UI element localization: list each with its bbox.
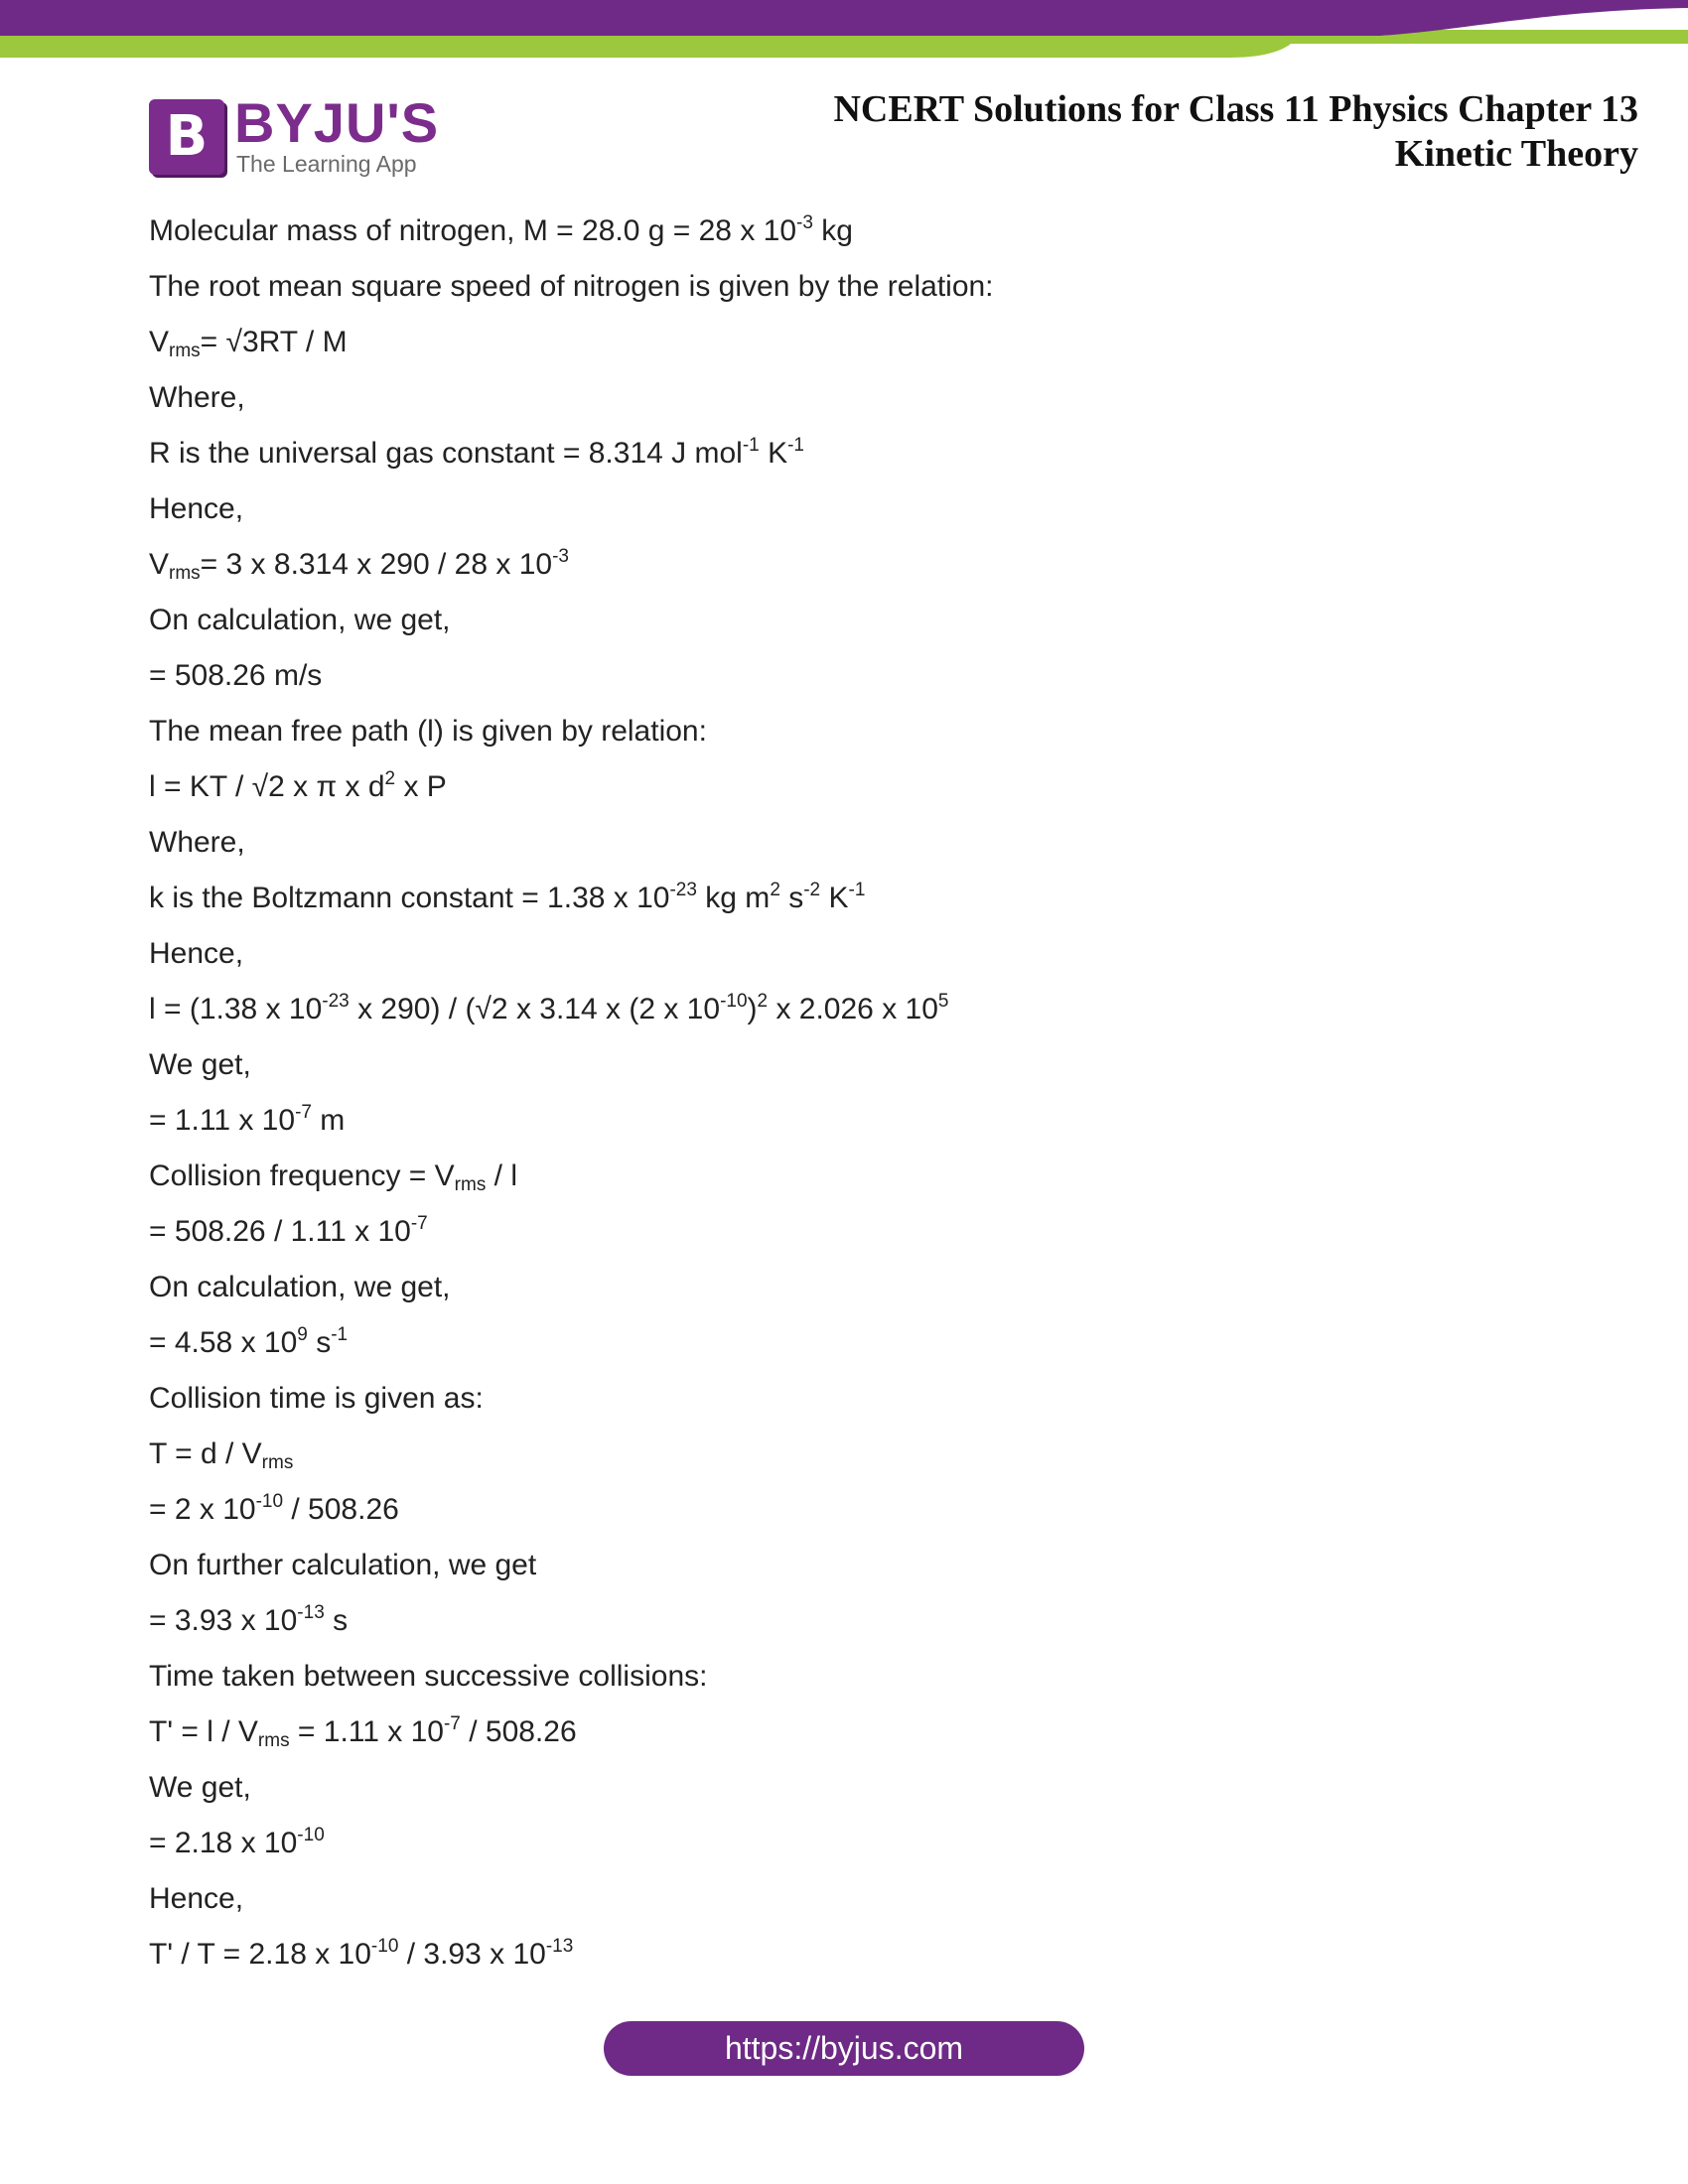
text-line: = 2.18 x $10^{-10}$ xyxy=(149,1825,325,1859)
text-line: We get, xyxy=(149,1048,251,1081)
text-line: = 508.26 m/s xyxy=(149,659,323,692)
text-line: T' / T = 2.18 x $10^{-10} / 3.93$ x $10^{-13}$ xyxy=(149,1936,574,1971)
text-line: Hence, xyxy=(149,937,244,970)
text-line: Time taken between successive collisions: xyxy=(149,1660,708,1693)
text-line: On calculation, we get, xyxy=(149,604,451,636)
text-line: R is the universal gas constant = 8.314 J mol$^{-1}$ $K^{-1}$ xyxy=(149,435,804,470)
text-line: = 2 x $10^{-10} / 508.26$ xyxy=(149,1491,399,1526)
logo-name: BYJU'S xyxy=(234,91,440,154)
footer-url-link[interactable]: https://byjus.com xyxy=(604,2021,1084,2076)
banner-purple-stripe xyxy=(0,0,1688,36)
text-line: $V_{rms}= 3$ x 8.314 x 290 / 28 x $10^{-3}$ xyxy=(149,546,569,584)
text-line: Collision time is given as: xyxy=(149,1382,484,1415)
text-line: Hence, xyxy=(149,1882,244,1915)
text-line: On further calculation, we get xyxy=(149,1549,537,1581)
title-line-1: NCERT Solutions for Class 11 Physics Chapter 13 xyxy=(833,88,1638,130)
text-line: $T = d / V_{rms}$ xyxy=(149,1437,294,1473)
title-line-2: Kinetic Theory xyxy=(1394,133,1638,175)
text-line: Where, xyxy=(149,381,245,414)
text-line: $T' = l / V_{rms} = 1.11$ x $10^{-7} / 508.26$ xyxy=(149,1713,577,1751)
text-line: = 4.58 x $10^9$ $s^{-1}$ xyxy=(149,1324,349,1359)
text-line: $V_{rms}= √3RT / M$ xyxy=(149,326,348,361)
solution-body xyxy=(149,208,1539,1987)
text-line: k is the Boltzmann constant = 1.38 x $10^{-23}$ kg $m^2$ $s^{-2}$ $K^{-1}$ xyxy=(149,880,866,914)
text-line: On calculation, we get, xyxy=(149,1271,451,1303)
byjus-logo xyxy=(149,91,447,179)
text-line: = 508.26 / 1.11 x $10^{-7}$ xyxy=(149,1213,428,1248)
text-line: = 1.11 x $10^{-7}$ m xyxy=(149,1102,346,1137)
text-line: Where, xyxy=(149,826,245,859)
top-banner xyxy=(0,0,1688,60)
text-line: Molecular mass of nitrogen, M = 28.0 g = 28 x $10^{-3}$ kg xyxy=(149,212,853,247)
logo-mark: B xyxy=(149,99,224,175)
logo-tagline: The Learning App xyxy=(236,151,417,177)
text-line: We get, xyxy=(149,1771,251,1804)
text-line: = 3.93 x $10^{-13}$ s xyxy=(149,1602,349,1637)
text-line: Collision frequency = $V_{rms}$ / l xyxy=(149,1160,517,1195)
document-title xyxy=(833,87,1638,177)
text-line: l = KT / √2 x π x $d^2$ x P xyxy=(149,768,447,803)
text-line: Hence, xyxy=(149,492,244,525)
text-line: The mean free path (l) is given by relation: xyxy=(149,715,707,748)
text-line: The root mean square speed of nitrogen is given by the relation: xyxy=(149,270,994,303)
text-line: l = (1.38 x $10^{-23}$ x 290) / (√2 x 3.14 x (2 x $10^{-10})^2$ x 2.026 x $10^5$ xyxy=(149,991,949,1025)
